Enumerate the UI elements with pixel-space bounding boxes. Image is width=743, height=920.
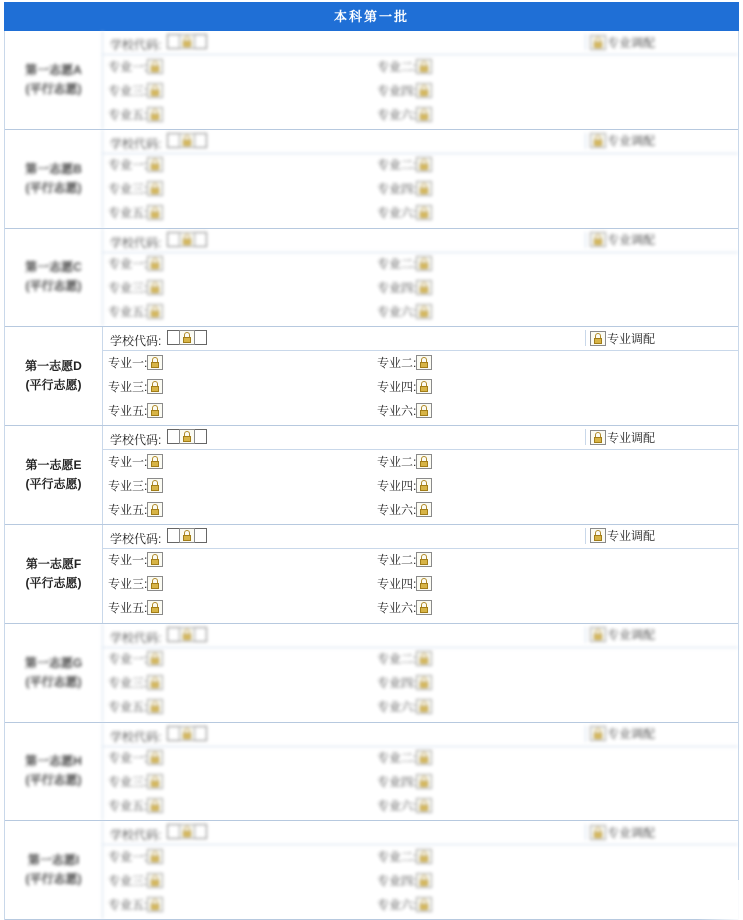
major-adjust-label: 专业调配 — [607, 134, 656, 149]
choice-content — [5, 130, 738, 228]
major-label: 专业一: — [108, 553, 148, 568]
lock-icon[interactable] — [147, 304, 163, 319]
major-label: 专业三: — [108, 83, 148, 98]
major-2-field[interactable] — [377, 649, 432, 669]
lock-icon[interactable] — [416, 576, 432, 591]
major-5-field[interactable] — [108, 104, 163, 124]
major-2-field[interactable] — [377, 56, 432, 76]
lock-icon[interactable] — [147, 600, 163, 615]
choice-content — [5, 31, 738, 129]
major-adjust-label: 专业调配 — [607, 529, 656, 544]
major-label: 专业五: — [108, 502, 148, 517]
choice-subtitle: (平行志愿) — [25, 180, 82, 195]
choice-label — [5, 229, 103, 327]
lock-icon[interactable] — [416, 675, 432, 690]
lock-icon[interactable] — [590, 35, 606, 50]
lock-icon[interactable] — [590, 627, 606, 642]
lock-icon[interactable] — [147, 699, 163, 714]
major-6-field[interactable] — [377, 697, 432, 717]
major-2-field[interactable] — [377, 550, 432, 570]
lock-icon[interactable] — [416, 403, 432, 418]
lock-icon[interactable] — [416, 454, 432, 469]
major-label: 专业一: — [108, 652, 148, 667]
major-label: 专业三: — [108, 182, 148, 197]
school-code-row — [103, 229, 738, 253]
lock-icon[interactable] — [416, 897, 432, 912]
choice-block — [5, 723, 738, 822]
major-label: 专业一: — [108, 751, 148, 766]
school-code-row — [103, 525, 738, 549]
major-label: 专业六: — [377, 601, 417, 616]
lock-icon[interactable] — [147, 478, 163, 493]
lock-icon[interactable] — [147, 256, 163, 271]
lock-icon[interactable] — [179, 528, 195, 543]
choice-subtitle: (平行志愿) — [25, 575, 82, 590]
lock-icon[interactable] — [416, 379, 432, 394]
choice-subtitle: (平行志愿) — [25, 674, 82, 689]
major-2-field[interactable] — [377, 155, 432, 175]
major-6-field[interactable] — [377, 302, 432, 322]
major-adjust-label: 专业调配 — [607, 35, 656, 50]
choice-title: 第一志愿G — [24, 655, 83, 670]
choice-block — [5, 327, 738, 426]
major-adjust-checkbox[interactable] — [585, 232, 655, 248]
major-2-field[interactable] — [377, 846, 432, 866]
major-1-field[interactable] — [108, 254, 163, 274]
lock-icon[interactable] — [179, 34, 195, 49]
school-code-row — [103, 624, 738, 648]
major-label: 专业五: — [108, 897, 148, 912]
major-adjust-checkbox[interactable] — [585, 429, 655, 445]
school-code-label: 学校代码: — [110, 38, 162, 52]
lock-icon[interactable] — [590, 726, 606, 741]
major-adjust-checkbox[interactable] — [585, 726, 655, 742]
lock-icon[interactable] — [147, 576, 163, 591]
lock-icon[interactable] — [416, 873, 432, 888]
major-1-field[interactable] — [108, 649, 163, 669]
major-label: 专业二: — [377, 257, 417, 272]
major-adjust-label: 专业调配 — [607, 628, 656, 643]
lock-icon[interactable] — [147, 502, 163, 517]
lock-icon[interactable] — [147, 403, 163, 418]
major-label: 专业五: — [108, 107, 148, 122]
lock-icon[interactable] — [416, 205, 432, 220]
lock-icon[interactable] — [416, 181, 432, 196]
major-label: 专业四: — [377, 83, 417, 98]
major-label: 专业一: — [108, 355, 148, 370]
school-code-field[interactable] — [167, 34, 207, 49]
major-label: 专业三: — [108, 676, 148, 691]
major-6-field[interactable] — [377, 400, 432, 420]
major-3-field[interactable] — [108, 772, 163, 792]
lock-icon[interactable] — [590, 430, 606, 445]
lock-icon[interactable] — [416, 552, 432, 567]
choice-content — [5, 821, 738, 919]
major-5-field[interactable] — [108, 302, 163, 322]
major-3-field[interactable] — [108, 376, 163, 396]
major-label: 专业六: — [377, 502, 417, 517]
major-label: 专业四: — [377, 873, 417, 888]
major-4-field[interactable] — [377, 870, 432, 890]
lock-icon[interactable] — [590, 528, 606, 543]
school-code-label: 学校代码: — [110, 630, 162, 645]
choice-block — [5, 130, 738, 229]
school-code-label: 学校代码: — [110, 531, 162, 546]
choice-content — [5, 723, 738, 821]
lock-icon[interactable] — [179, 232, 195, 247]
major-6-field[interactable] — [377, 894, 432, 914]
major-4-field[interactable] — [377, 179, 432, 199]
lock-icon[interactable] — [179, 330, 195, 345]
major-6-field[interactable] — [377, 796, 432, 816]
major-1-field[interactable] — [108, 846, 163, 866]
lock-icon[interactable] — [416, 774, 432, 789]
major-4-field[interactable] — [377, 772, 432, 792]
major-label: 专业四: — [377, 379, 417, 394]
lock-icon[interactable] — [147, 157, 163, 172]
major-3-field[interactable] — [108, 475, 163, 495]
major-4-field[interactable] — [377, 475, 432, 495]
school-code-field[interactable] — [167, 133, 207, 148]
lock-icon[interactable] — [147, 798, 163, 813]
lock-icon[interactable] — [416, 699, 432, 714]
major-label: 专业四: — [377, 577, 417, 592]
major-label: 专业一: — [108, 158, 148, 173]
lock-icon[interactable] — [147, 651, 163, 666]
lock-icon[interactable] — [416, 157, 432, 172]
choice-label — [5, 426, 103, 524]
lock-icon[interactable] — [590, 232, 606, 247]
major-adjust-label: 专业调配 — [607, 331, 656, 346]
major-5-field[interactable] — [108, 894, 163, 914]
lock-icon[interactable] — [147, 205, 163, 220]
major-5-field[interactable] — [108, 499, 163, 519]
lock-icon[interactable] — [147, 873, 163, 888]
lock-icon[interactable] — [416, 355, 432, 370]
choice-content — [5, 624, 738, 722]
school-code-field[interactable] — [167, 232, 207, 247]
major-label: 专业五: — [108, 700, 148, 715]
choice-label — [5, 624, 103, 722]
major-4-field[interactable] — [377, 673, 432, 693]
major-label: 专业一: — [108, 257, 148, 272]
major-1-field[interactable] — [108, 550, 163, 570]
major-3-field[interactable] — [108, 278, 163, 298]
lock-icon[interactable] — [416, 107, 432, 122]
major-3-field[interactable] — [108, 179, 163, 199]
major-label: 专业三: — [108, 281, 148, 296]
major-label: 专业六: — [377, 403, 417, 418]
choice-block — [5, 525, 738, 624]
major-label: 专业四: — [377, 281, 417, 296]
major-label: 专业六: — [377, 700, 417, 715]
major-label: 专业二: — [377, 751, 417, 766]
major-label: 专业六: — [377, 897, 417, 912]
major-adjust-checkbox[interactable] — [585, 627, 655, 643]
choice-subtitle: (平行志愿) — [25, 477, 82, 492]
lock-icon[interactable] — [416, 750, 432, 765]
major-label: 专业五: — [108, 799, 148, 814]
choice-subtitle: (平行志愿) — [25, 81, 82, 96]
choice-block — [5, 624, 738, 723]
lock-icon[interactable] — [416, 256, 432, 271]
major-label: 专业六: — [377, 799, 417, 814]
major-4-field[interactable] — [377, 80, 432, 100]
major-3-field[interactable] — [108, 870, 163, 890]
lock-icon[interactable] — [590, 133, 606, 148]
school-code-field[interactable] — [167, 528, 207, 543]
school-code-row — [103, 327, 738, 351]
major-6-field[interactable] — [377, 104, 432, 124]
lock-icon[interactable] — [590, 331, 606, 346]
major-label: 专业四: — [377, 676, 417, 691]
lock-icon[interactable] — [147, 454, 163, 469]
major-adjust-checkbox[interactable] — [585, 330, 655, 346]
major-label: 专业一: — [108, 59, 148, 74]
major-2-field[interactable] — [377, 254, 432, 274]
choice-block — [5, 821, 738, 920]
major-1-field[interactable] — [108, 451, 163, 471]
page-title: 本科第一批 — [4, 2, 739, 31]
choice-content — [5, 327, 738, 425]
lock-icon[interactable] — [416, 83, 432, 98]
major-label: 专业二: — [377, 553, 417, 568]
major-label: 专业六: — [377, 305, 417, 320]
choice-subtitle: (平行志愿) — [25, 378, 82, 393]
lock-icon[interactable] — [416, 651, 432, 666]
major-4-field[interactable] — [377, 574, 432, 594]
school-code-field[interactable] — [167, 429, 207, 444]
school-code-label: 学校代码: — [110, 334, 162, 349]
major-label: 专业三: — [108, 577, 148, 592]
school-code-field[interactable] — [167, 824, 207, 839]
major-label: 专业四: — [377, 775, 417, 790]
major-label: 专业三: — [108, 775, 148, 790]
choice-title: 第一志愿A — [25, 62, 82, 77]
lock-icon[interactable] — [416, 798, 432, 813]
school-code-row — [103, 723, 738, 747]
lock-icon[interactable] — [147, 379, 163, 394]
school-code-field[interactable] — [167, 330, 207, 345]
lock-icon[interactable] — [179, 133, 195, 148]
lock-icon[interactable] — [147, 552, 163, 567]
choice-label — [5, 525, 103, 623]
school-code-label: 学校代码: — [110, 729, 162, 744]
major-1-field[interactable] — [108, 352, 163, 372]
major-label: 专业一: — [108, 454, 148, 469]
lock-icon[interactable] — [590, 825, 606, 840]
major-adjust-label: 专业调配 — [607, 825, 656, 840]
major-6-field[interactable] — [377, 203, 432, 223]
lock-icon[interactable] — [179, 726, 195, 741]
choice-subtitle: (平行志愿) — [25, 279, 82, 294]
lock-icon[interactable] — [147, 280, 163, 295]
lock-icon[interactable] — [179, 429, 195, 444]
major-label: 专业六: — [377, 107, 417, 122]
choice-title: 第一志愿B — [25, 161, 82, 176]
major-1-field[interactable] — [108, 748, 163, 768]
major-label: 专业二: — [377, 454, 417, 469]
major-5-field[interactable] — [108, 400, 163, 420]
choice-title: 第一志愿D — [25, 359, 82, 374]
lock-icon[interactable] — [147, 355, 163, 370]
major-6-field[interactable] — [377, 499, 432, 519]
scan-fade — [697, 880, 743, 920]
choice-label — [5, 821, 103, 919]
major-6-field[interactable] — [377, 598, 432, 618]
major-adjust-checkbox[interactable] — [585, 133, 655, 149]
major-label: 专业一: — [108, 849, 148, 864]
major-3-field[interactable] — [108, 574, 163, 594]
school-code-row — [103, 130, 738, 154]
lock-icon[interactable] — [416, 502, 432, 517]
choice-content — [5, 229, 738, 327]
major-2-field[interactable] — [377, 748, 432, 768]
choice-content — [5, 525, 738, 623]
school-code-field[interactable] — [167, 726, 207, 741]
major-label: 专业二: — [377, 158, 417, 173]
choice-label — [5, 723, 103, 821]
major-adjust-label: 专业调配 — [607, 233, 656, 248]
lock-icon[interactable] — [147, 59, 163, 74]
school-code-label: 学校代码: — [110, 828, 162, 843]
school-code-label: 学校代码: — [110, 235, 162, 250]
school-code-row — [103, 426, 738, 450]
lock-icon[interactable] — [416, 280, 432, 295]
major-label: 专业三: — [108, 379, 148, 394]
major-label: 专业二: — [377, 355, 417, 370]
lock-icon[interactable] — [147, 181, 163, 196]
major-adjust-checkbox[interactable] — [585, 34, 655, 50]
major-adjust-label: 专业调配 — [607, 430, 656, 445]
choice-title: 第一志愿C — [25, 260, 82, 275]
major-label: 专业五: — [108, 206, 148, 221]
school-code-field[interactable] — [167, 627, 207, 642]
major-5-field[interactable] — [108, 697, 163, 717]
major-label: 专业四: — [377, 182, 417, 197]
major-1-field[interactable] — [108, 155, 163, 175]
choice-block — [5, 426, 738, 525]
choice-block — [5, 31, 738, 130]
school-code-label: 学校代码: — [110, 136, 162, 151]
choice-title: 第一志愿E — [25, 458, 82, 473]
major-5-field[interactable] — [108, 203, 163, 223]
major-5-field[interactable] — [108, 598, 163, 618]
lock-icon[interactable] — [147, 849, 163, 864]
lock-icon[interactable] — [147, 774, 163, 789]
lock-icon[interactable] — [416, 59, 432, 74]
major-label: 专业五: — [108, 601, 148, 616]
school-code-row — [103, 821, 738, 845]
lock-icon[interactable] — [416, 849, 432, 864]
choice-label — [5, 130, 103, 228]
lock-icon[interactable] — [147, 675, 163, 690]
choice-title: 第一志愿F — [25, 556, 82, 571]
choice-subtitle: (平行志愿) — [25, 872, 82, 887]
choice-block — [5, 229, 738, 328]
lock-icon[interactable] — [416, 600, 432, 615]
major-3-field[interactable] — [108, 80, 163, 100]
lock-icon[interactable] — [179, 627, 195, 642]
major-adjust-label: 专业调配 — [607, 727, 656, 742]
major-label: 专业二: — [377, 652, 417, 667]
major-label: 专业四: — [377, 478, 417, 493]
major-label: 专业五: — [108, 305, 148, 320]
lock-icon[interactable] — [147, 897, 163, 912]
choice-content — [5, 426, 738, 524]
major-label: 专业六: — [377, 206, 417, 221]
lock-icon[interactable] — [179, 824, 195, 839]
lock-icon[interactable] — [147, 750, 163, 765]
lock-icon[interactable] — [147, 83, 163, 98]
major-label: 专业三: — [108, 873, 148, 888]
choice-subtitle: (平行志愿) — [25, 773, 82, 788]
school-code-label: 学校代码: — [110, 433, 162, 448]
major-2-field[interactable] — [377, 451, 432, 471]
major-adjust-checkbox[interactable] — [585, 528, 655, 544]
major-adjust-checkbox[interactable] — [585, 824, 655, 840]
choice-label — [5, 31, 103, 129]
major-label: 专业二: — [377, 59, 417, 74]
major-5-field[interactable] — [108, 796, 163, 816]
lock-icon[interactable] — [416, 304, 432, 319]
choice-title: 第一志愿I — [27, 853, 80, 868]
major-3-field[interactable] — [108, 673, 163, 693]
major-2-field[interactable] — [377, 352, 432, 372]
choice-title: 第一志愿H — [25, 754, 82, 769]
major-label: 专业三: — [108, 478, 148, 493]
lock-icon[interactable] — [416, 478, 432, 493]
choice-label — [5, 327, 103, 425]
major-label: 专业二: — [377, 849, 417, 864]
major-4-field[interactable] — [377, 278, 432, 298]
school-code-row — [103, 31, 738, 55]
major-4-field[interactable] — [377, 376, 432, 396]
major-1-field[interactable] — [108, 56, 163, 76]
choice-table — [4, 31, 739, 920]
lock-icon[interactable] — [147, 107, 163, 122]
major-label: 专业五: — [108, 403, 148, 418]
